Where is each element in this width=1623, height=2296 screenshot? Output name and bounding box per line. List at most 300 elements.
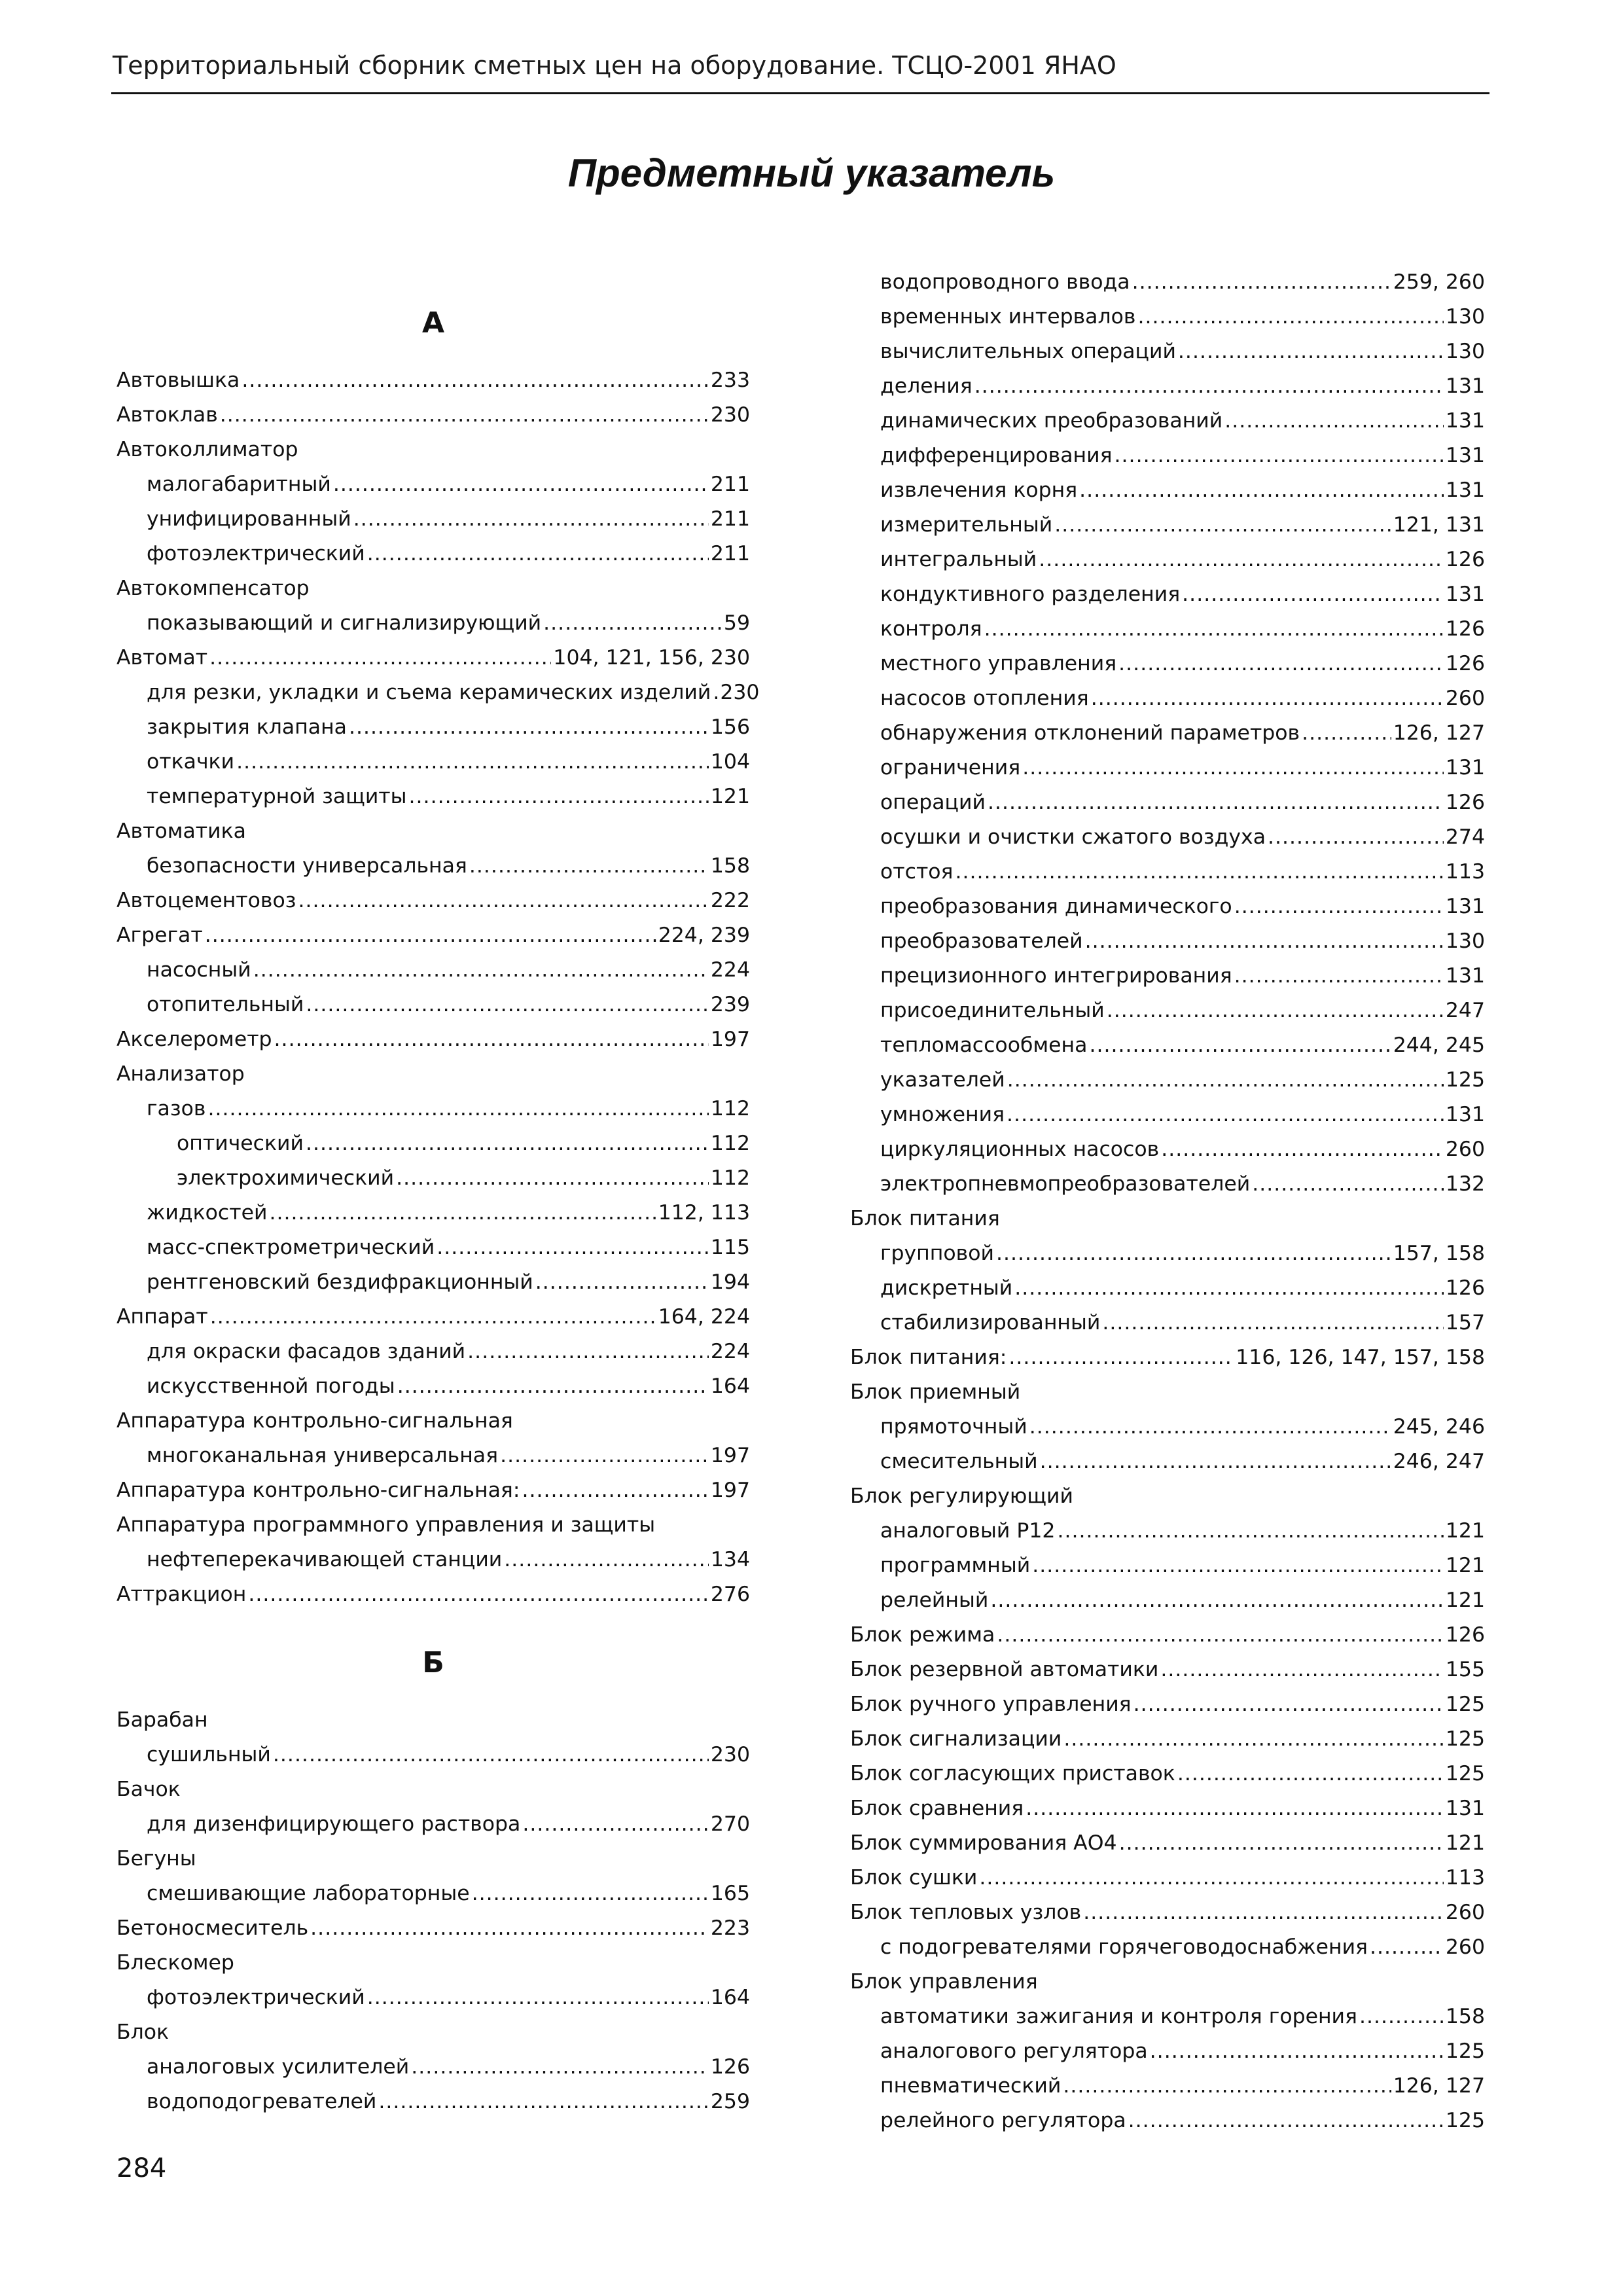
index-page-ref: 126: [1445, 1623, 1485, 1647]
index-page-ref: 125: [1445, 1068, 1485, 1092]
dot-leader: [1029, 1410, 1391, 1444]
index-term: прецизионного интегрирования: [880, 964, 1232, 988]
index-term: релейный: [880, 1588, 989, 1612]
index-term: водоподогревателей: [147, 2090, 377, 2113]
page-title: Предметный указатель: [567, 151, 1056, 195]
index-entry: [116, 1300, 750, 1335]
dot-leader: [396, 1161, 709, 1196]
index-term: кондуктивного разделения: [880, 583, 1181, 606]
dot-leader: [1102, 1306, 1444, 1340]
index-page-ref: 112, 113: [658, 1201, 750, 1225]
index-entry: [880, 924, 1485, 959]
index-page-ref: 115: [710, 1236, 750, 1259]
dot-leader: [367, 537, 709, 571]
index-term: Автомат: [116, 646, 208, 670]
index-page-ref: 270: [710, 1812, 750, 1836]
dot-leader: [367, 1981, 709, 2015]
index-term: операций: [880, 791, 986, 814]
dot-leader: [1150, 2034, 1444, 2069]
index-term: аналоговый Р12: [880, 1519, 1056, 1543]
index-entry: [880, 612, 1485, 647]
index-term: электропневмопреобразователей: [880, 1172, 1251, 1196]
index-page-ref: 125: [1445, 2109, 1485, 2132]
index-term: Бачок: [116, 1778, 181, 1801]
index-entry: [850, 1618, 1485, 1653]
index-page-ref: 157, 158: [1393, 1242, 1485, 1265]
index-entry: [880, 1236, 1485, 1271]
index-page-ref: 126, 127: [1393, 721, 1485, 745]
index-page-ref: 121, 131: [1393, 513, 1485, 537]
index-page-ref: 131: [1445, 756, 1485, 780]
index-page-ref: 230: [710, 403, 750, 427]
index-page-ref: 230: [710, 1743, 750, 1767]
dot-leader: [409, 780, 709, 814]
index-entry: [880, 1132, 1485, 1167]
index-entry: [147, 953, 750, 988]
dot-leader: [1224, 404, 1444, 439]
dot-leader: [1234, 959, 1444, 994]
index-entry: [116, 1772, 750, 1807]
index-entry: [880, 1063, 1485, 1098]
index-entry: [116, 884, 750, 918]
dot-leader: [274, 1022, 709, 1057]
index-term: насосный: [147, 958, 251, 982]
index-term: отстоя: [880, 860, 954, 884]
index-page-ref: 239: [710, 993, 750, 1016]
index-term: Аппаратура контрольно-сигнальная: [116, 1409, 513, 1433]
index-entry: [147, 780, 750, 814]
index-term: Блок согласующих приставок: [850, 1762, 1175, 1785]
index-term: смесительный: [880, 1450, 1038, 1473]
index-term: Анализатор: [116, 1062, 245, 1086]
index-page-ref: 125: [1445, 1762, 1485, 1785]
dot-leader: [353, 502, 709, 537]
index-page-ref: 197: [710, 1444, 750, 1467]
dot-leader: [411, 2050, 709, 2085]
index-page-ref: 131: [1445, 964, 1485, 988]
index-page-ref: 131: [1445, 895, 1485, 918]
dot-leader: [1137, 300, 1443, 334]
index-entry: [116, 1703, 750, 1738]
index-page-ref: 126: [710, 2055, 750, 2079]
index-page-ref: 131: [1445, 444, 1485, 467]
index-term: фотоэлектрический: [147, 542, 365, 565]
index-entry: [147, 606, 750, 641]
index-entry: [880, 577, 1485, 612]
dot-leader: [1014, 1271, 1444, 1306]
index-page-ref: 125: [1445, 1693, 1485, 1716]
dot-leader: [209, 641, 551, 675]
index-page-ref: 112: [710, 1132, 750, 1155]
index-page-ref: 158: [710, 854, 750, 878]
index-entry: [147, 537, 750, 571]
dot-leader: [1040, 1444, 1391, 1479]
index-entry: [147, 1543, 750, 1577]
index-page-ref: 130: [1445, 929, 1485, 953]
index-page-ref: 132: [1445, 1172, 1485, 1196]
index-entry: [147, 1369, 750, 1404]
index-entry: [880, 439, 1485, 473]
dot-leader: [990, 1583, 1444, 1618]
index-term: вычислительных операций: [880, 340, 1176, 363]
index-term: смешивающие лабораторные: [147, 1882, 470, 1905]
dot-leader: [984, 612, 1444, 647]
index-page-ref: 126: [1445, 791, 1485, 814]
index-term: Блескомер: [116, 1951, 234, 1975]
index-term: временных интервалов: [880, 305, 1136, 329]
index-entry: [147, 1439, 750, 1473]
dot-leader: [1107, 994, 1444, 1028]
dot-leader: [1268, 820, 1444, 855]
dot-leader: [349, 710, 709, 745]
index-entry: [147, 1092, 750, 1126]
index-entry: [880, 716, 1485, 751]
index-entry: [880, 1514, 1485, 1549]
index-entry: [850, 1653, 1485, 1687]
index-entry: [880, 1583, 1485, 1618]
index-term: отопительный: [147, 993, 304, 1016]
index-term: показывающий и сигнализирующий: [147, 611, 542, 635]
index-entry: [880, 1549, 1485, 1583]
index-entry: [880, 404, 1485, 439]
index-entry: [116, 1946, 750, 1981]
index-entry: [147, 1981, 750, 2015]
index-term: температурной защиты: [147, 785, 407, 808]
index-term: Блок управления: [850, 1970, 1038, 1994]
dot-leader: [472, 1876, 709, 1911]
index-entry: [116, 1022, 750, 1057]
dot-leader: [1079, 473, 1444, 508]
dot-leader: [1039, 543, 1444, 577]
index-entry: [850, 1722, 1485, 1757]
index-entry: [177, 1161, 750, 1196]
index-entry: [116, 1508, 750, 1543]
index-term: дискретный: [880, 1276, 1013, 1300]
index-entry: [147, 2050, 750, 2085]
index-term: Блок суммирования АО4: [850, 1831, 1117, 1855]
dot-leader: [273, 1738, 709, 1772]
dot-leader: [1302, 716, 1391, 751]
index-term: газов: [147, 1097, 206, 1121]
index-term: прямоточный: [880, 1415, 1027, 1439]
index-entry: [116, 814, 750, 849]
index-entry: [850, 1826, 1485, 1861]
dot-leader: [310, 1911, 709, 1946]
index-entry: [116, 641, 750, 675]
index-page-ref: 156: [710, 715, 750, 739]
index-entry: [880, 2104, 1485, 2138]
dot-leader: [988, 785, 1444, 820]
section-letter: А: [421, 306, 445, 340]
index-page-ref: 131: [1445, 1103, 1485, 1126]
index-page-ref: 126: [1445, 548, 1485, 571]
index-page-ref: 126: [1445, 652, 1485, 675]
index-entry: [850, 1965, 1485, 2000]
dot-leader: [1178, 334, 1444, 369]
dot-leader: [1085, 924, 1444, 959]
dot-leader: [397, 1369, 709, 1404]
index-page-ref: 211: [710, 507, 750, 531]
index-term: преобразователей: [880, 929, 1083, 953]
index-entry: [147, 1876, 750, 1911]
dot-leader: [1252, 1167, 1444, 1202]
dot-leader: [269, 1196, 656, 1230]
index-term: Блок: [116, 2020, 169, 2044]
dot-leader: [1054, 508, 1391, 543]
index-entry: [880, 1410, 1485, 1444]
index-entry: [147, 1335, 750, 1369]
index-entry: [880, 508, 1485, 543]
index-term: ограничения: [880, 756, 1021, 780]
index-entry: [880, 751, 1485, 785]
dot-leader: [1007, 1098, 1444, 1132]
index-entry: [147, 502, 750, 537]
index-term: сушильный: [147, 1743, 271, 1767]
index-term: Блок резервной автоматики: [850, 1658, 1159, 1681]
page-number: 284: [116, 2153, 167, 2183]
index-term: пневматический: [880, 2074, 1061, 2098]
dot-leader: [1132, 265, 1391, 300]
index-page-ref: 164: [710, 1374, 750, 1398]
dot-leader: [437, 1230, 709, 1265]
index-page-ref: 224, 239: [658, 924, 750, 947]
index-entry: [116, 1057, 750, 1092]
index-term: циркуляционных насосов: [880, 1138, 1160, 1161]
index-term: умножения: [880, 1103, 1005, 1126]
index-page-ref: 131: [1445, 409, 1485, 433]
dot-leader: [1161, 1132, 1444, 1167]
index-page-ref: 113: [1445, 1866, 1485, 1890]
index-entry: [116, 363, 750, 398]
index-page-ref: 223: [710, 1916, 750, 1940]
index-entry: [116, 1911, 750, 1946]
index-term: искусственной погоды: [147, 1374, 395, 1398]
index-term: измерительный: [880, 513, 1053, 537]
index-entry: [880, 2000, 1485, 2034]
index-page-ref: 194: [710, 1270, 750, 1294]
index-page-ref: 155: [1445, 1658, 1485, 1681]
index-page-ref: 113: [1445, 860, 1485, 884]
index-entry: [116, 571, 750, 606]
index-term: Аппаратура программного управления и защиты: [116, 1513, 656, 1537]
dot-leader: [1115, 439, 1444, 473]
dot-leader: [1128, 2104, 1444, 2138]
dot-leader: [1022, 751, 1444, 785]
dot-leader: [997, 1618, 1444, 1653]
index-page-ref: 157: [1445, 1311, 1485, 1335]
index-page-ref: 125: [1445, 1727, 1485, 1751]
index-page-ref: 134: [710, 1548, 750, 1571]
index-term: Бегуны: [116, 1847, 196, 1871]
index-entry: [880, 369, 1485, 404]
dot-leader: [469, 849, 709, 884]
index-term: стабилизированный: [880, 1311, 1101, 1335]
index-page-ref: 126: [1445, 1276, 1485, 1300]
index-entry: [147, 1265, 750, 1300]
index-page-ref: 244, 245: [1393, 1033, 1485, 1057]
dot-leader: [1063, 2069, 1391, 2104]
index-page-ref: 259: [710, 2090, 750, 2113]
index-term: водопроводного ввода: [880, 270, 1130, 294]
index-entry: [850, 1757, 1485, 1791]
dot-leader: [500, 1439, 709, 1473]
index-page-ref: 121: [1445, 1519, 1485, 1543]
index-page-ref: 130: [1445, 340, 1485, 363]
dot-leader: [1118, 647, 1444, 681]
dot-leader: [467, 1335, 709, 1369]
dot-leader: [248, 1577, 709, 1612]
index-term: Аппаратура контрольно-сигнальная:: [116, 1479, 520, 1502]
index-entry: [147, 745, 750, 780]
index-term: оптический: [177, 1132, 304, 1155]
dot-leader: [955, 855, 1444, 889]
index-page-ref: 260: [1445, 1901, 1485, 1924]
index-term: многоканальная универсальная: [147, 1444, 499, 1467]
index-entry: [116, 1404, 750, 1439]
index-page-ref: 276: [710, 1583, 750, 1606]
dot-leader: [306, 1126, 709, 1161]
index-page-ref: 112: [710, 1166, 750, 1190]
index-term: автоматики зажигания и контроля горения: [880, 2005, 1357, 2028]
index-entry: [116, 1842, 750, 1876]
index-entry: [880, 959, 1485, 994]
index-entry: [850, 1791, 1485, 1826]
index-term: программный: [880, 1554, 1031, 1577]
index-term: Барабан: [116, 1708, 208, 1732]
index-entry: [850, 1340, 1485, 1375]
index-page-ref: 158: [1445, 2005, 1485, 2028]
dot-leader: [979, 1861, 1444, 1895]
index-page-ref: 222: [710, 889, 750, 912]
index-term: Автоколлиматор: [116, 438, 298, 461]
dot-leader: [1119, 1826, 1444, 1861]
index-page-ref: 165: [710, 1882, 750, 1905]
index-term: групповой: [880, 1242, 994, 1265]
index-term: Блок приемный: [850, 1380, 1021, 1404]
index-page-ref: 125: [1445, 2039, 1485, 2063]
index-term: аналоговых усилителей: [147, 2055, 410, 2079]
index-entry: [147, 2085, 750, 2119]
dot-leader: [378, 2085, 709, 2119]
section-letter: Б: [422, 1646, 444, 1679]
dot-leader: [1089, 1028, 1391, 1063]
dot-leader: [207, 1092, 708, 1126]
index-entry: [880, 300, 1485, 334]
index-page-ref: 164: [710, 1986, 750, 2009]
index-term: для резки, укладки и съема керамических изделий: [147, 681, 711, 704]
index-page-ref: 274: [1445, 825, 1485, 849]
dot-leader: [522, 1807, 709, 1842]
index-term: преобразования динамического: [880, 895, 1232, 918]
index-entry: [880, 889, 1485, 924]
index-page-ref: 211: [710, 542, 750, 565]
index-page-ref: 260: [1445, 1138, 1485, 1161]
index-page-ref: 121: [1445, 1831, 1485, 1855]
index-term: дифференцирования: [880, 444, 1113, 467]
index-page-ref: 224: [710, 1340, 750, 1363]
index-entry: [116, 398, 750, 433]
dot-leader: [253, 953, 709, 988]
dot-leader: [974, 369, 1444, 404]
index-term: динамических преобразований: [880, 409, 1223, 433]
index-page-ref: 260: [1445, 1935, 1485, 1959]
index-term: Аппарат: [116, 1305, 208, 1329]
dot-leader: [1026, 1791, 1444, 1826]
dot-leader: [1177, 1757, 1444, 1791]
index-term: жидкостей: [147, 1201, 268, 1225]
index-entry: [880, 1167, 1485, 1202]
index-page-ref: 121: [1445, 1554, 1485, 1577]
index-term: Блок регулирующий: [850, 1484, 1073, 1508]
index-term: Блок сравнения: [850, 1797, 1024, 1820]
index-entry: [850, 1479, 1485, 1514]
dot-leader: [1370, 1930, 1444, 1965]
dot-leader: [236, 745, 709, 780]
index-page-ref: 131: [1445, 583, 1485, 606]
index-term: откачки: [147, 750, 235, 774]
index-term: деления: [880, 374, 972, 398]
dot-leader: [543, 606, 722, 641]
index-page-ref: 112: [710, 1097, 750, 1121]
index-page-ref: 164, 224: [658, 1305, 750, 1329]
index-entry: [850, 1895, 1485, 1930]
dot-leader: [1160, 1653, 1444, 1687]
index-entry: [147, 1807, 750, 1842]
index-page-ref: 247: [1445, 999, 1485, 1022]
dot-leader: [996, 1236, 1391, 1271]
index-term: малогабаритный: [147, 473, 331, 496]
index-page-ref: 197: [710, 1028, 750, 1051]
index-entry: [116, 1577, 750, 1612]
index-page-ref: 260: [1445, 687, 1485, 710]
index-term: тепломассообмена: [880, 1033, 1088, 1057]
index-entry: [147, 467, 750, 502]
index-page-ref: 131: [1445, 374, 1485, 398]
index-entry: [850, 1202, 1485, 1236]
dot-leader: [522, 1473, 708, 1508]
dot-leader: [713, 675, 718, 710]
index-page-ref: 233: [710, 368, 750, 392]
index-term: обнаружения отклонений параметров: [880, 721, 1300, 745]
dot-leader: [1007, 1063, 1444, 1098]
index-entry: [880, 855, 1485, 889]
index-term: Блок сушки: [850, 1866, 978, 1890]
index-term: Блок тепловых узлов: [850, 1901, 1082, 1924]
index-entry: [147, 1738, 750, 1772]
index-term: с подогревателями горячеговодоснабжения: [880, 1935, 1368, 1959]
index-entry: [116, 1473, 750, 1508]
index-entry: [147, 710, 750, 745]
index-term: Автоматика: [116, 819, 246, 843]
index-term: насосов отопления: [880, 687, 1089, 710]
index-term: Блок ручного управления: [850, 1693, 1132, 1716]
index-term: рентгеновский бездифракционный: [147, 1270, 533, 1294]
index-term: масс-спектрометрический: [147, 1236, 435, 1259]
index-entry: [147, 1196, 750, 1230]
index-term: Автоклав: [116, 403, 218, 427]
index-entry: [880, 681, 1485, 716]
dot-leader: [1032, 1549, 1444, 1583]
dot-leader: [306, 988, 709, 1022]
dot-leader: [1359, 2000, 1444, 2034]
index-term: Бетоносмеситель: [116, 1916, 309, 1940]
index-page-ref: 121: [1445, 1588, 1485, 1612]
dot-leader: [1182, 577, 1444, 612]
index-entry: [880, 1028, 1485, 1063]
index-page-ref: 126: [1445, 617, 1485, 641]
index-entry: [880, 473, 1485, 508]
index-term: Автоцементовоз: [116, 889, 296, 912]
